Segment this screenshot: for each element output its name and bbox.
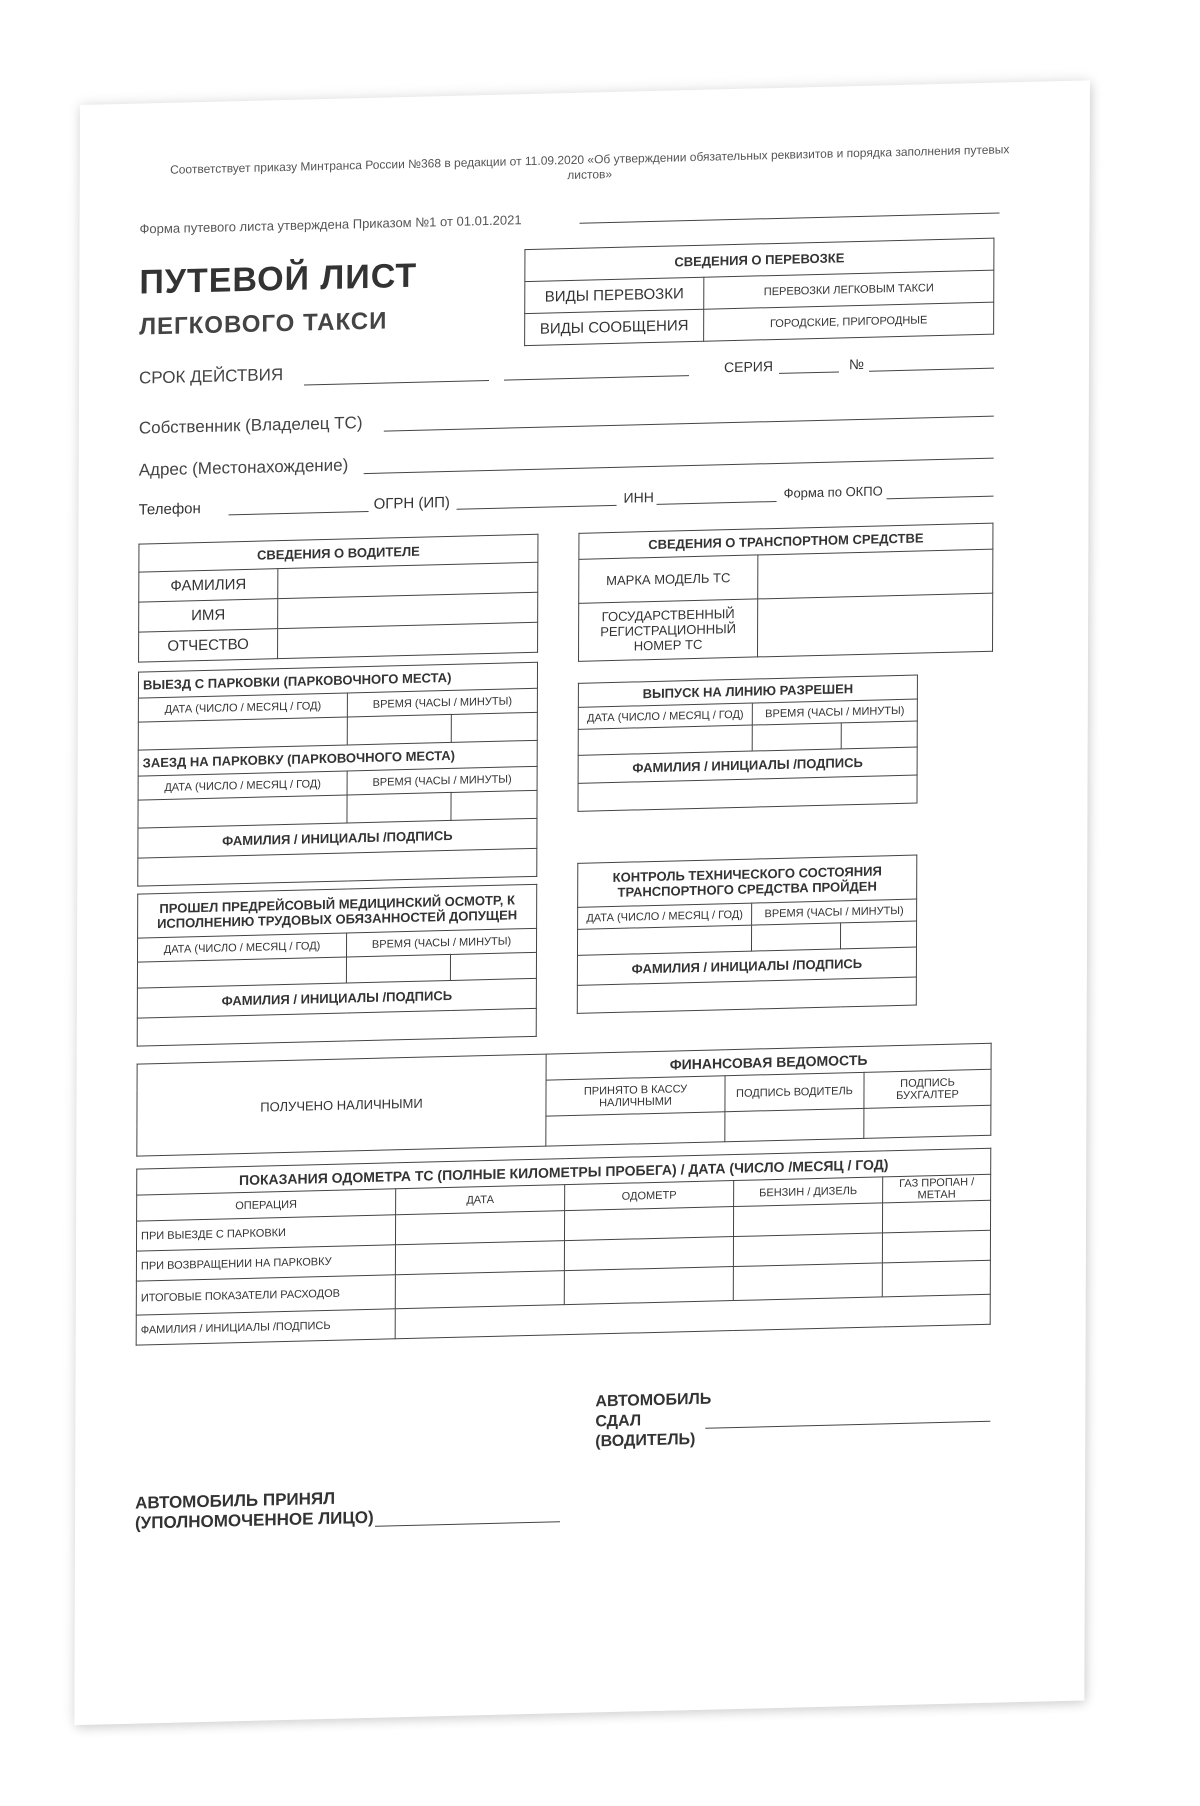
driver-surname-label: ФАМИЛИЯ (139, 569, 278, 602)
page-subtitle: ЛЕГКОВОГО ТАКСИ (139, 307, 388, 341)
transport-info-title: СВЕДЕНИЯ О ПЕРЕВОЗКЕ (525, 238, 994, 281)
finance-table (136, 1043, 991, 1157)
driver-title: СВЕДЕНИЯ О ВОДИТЕЛЕ (139, 534, 538, 572)
transport-type-value: ПЕРЕВОЗКИ ЛЕГКОВЫМ ТАКСИ (704, 270, 994, 309)
parking-entry-minutes-field[interactable] (451, 790, 537, 820)
received-label: АВТОМОБИЛЬ ПРИНЯЛ (УПОЛНОМОЧЕННОЕ ЛИЦО) (135, 1488, 374, 1533)
owner-field[interactable] (384, 416, 994, 432)
odometer-cell[interactable] (882, 1230, 990, 1263)
accountant-signature-label: ПОДПИСЬ БУХГАЛТЕР (864, 1069, 991, 1108)
ogrn-field[interactable] (457, 505, 617, 510)
validity-to-field[interactable] (504, 375, 689, 381)
number-label: № (848, 355, 865, 373)
odometer-cell[interactable] (564, 1267, 733, 1305)
odometer-cell[interactable] (733, 1263, 882, 1301)
ogrn-label: ОГРН (ИП) (373, 493, 450, 513)
form-approved-note: Форма путевого листа утверждена Приказом №1 от 01.01.2021 (139, 212, 522, 237)
driver-signature-field[interactable] (725, 1108, 864, 1141)
odometer-col-date: ДАТА (396, 1185, 565, 1215)
odometer-cell[interactable] (564, 1237, 733, 1271)
transport-type-label: ВИДЫ ПЕРЕВОЗКИ (525, 277, 704, 313)
odometer-cell[interactable] (733, 1203, 882, 1237)
address-label: Адрес (Местонахождение) (138, 455, 349, 480)
series-label: СЕРИЯ (723, 358, 774, 376)
phone-field[interactable] (229, 511, 369, 515)
odometer-row-totals: ИТОГОВЫЕ ПОКАЗАТЕЛИ РАСХОДОВ (136, 1275, 395, 1315)
odometer-cell[interactable] (882, 1260, 990, 1297)
validity-label: СРОК ДЕЙСТВИЯ (139, 365, 284, 388)
inn-label: ИНН (623, 488, 654, 506)
tech-control-title: КОНТРОЛЬ ТЕХНИЧЕСКОГО СОСТОЯНИЯ ТРАНСПОРТНОГО СРЕДСТВА ПРОЙДЕН (578, 855, 917, 907)
driver-patronymic-field[interactable] (278, 622, 538, 658)
odometer-table (136, 1148, 992, 1346)
vehicle-plate-field[interactable] (758, 593, 993, 657)
tech-control-signature-label: ФАМИЛИЯ / ИНИЦИАЛЫ /ПОДПИСЬ (577, 947, 916, 985)
tech-control-hours-field[interactable] (751, 923, 840, 951)
accountant-signature-field[interactable] (864, 1105, 991, 1138)
medical-date-label: ДАТА (ЧИСЛО / МЕСЯЦ / ГОД) (138, 933, 347, 962)
driver-signature-label: ПОДПИСЬ ВОДИТЕЛЬ (725, 1072, 864, 1111)
odometer-title: ПОКАЗАНИЯ ОДОМЕТРА ТС (ПОЛНЫЕ КИЛОМЕТРЫ ПРОБЕГА) / ДАТА (ЧИСЛО /МЕСЯЦ / ГОД) (137, 1148, 991, 1195)
form-approved-line[interactable] (580, 213, 1000, 224)
parking-signature-label: ФАМИЛИЯ / ИНИЦИАЛЫ /ПОДПИСЬ (138, 818, 537, 858)
medical-signature-label: ФАМИЛИЯ / ИНИЦИАЛЫ /ПОДПИСЬ (137, 978, 536, 1018)
transport-info-table (524, 238, 994, 346)
finance-title: ФИНАНСОВАЯ ВЕДОМОСТЬ (546, 1043, 991, 1080)
parking-exit-date-label: ДАТА (ЧИСЛО / МЕСЯЦ / ГОД) (138, 693, 347, 722)
cash-desk-field[interactable] (546, 1112, 725, 1146)
release-hours-field[interactable] (752, 723, 841, 751)
odometer-col-petrol: БЕНЗИН / ДИЗЕЛЬ (734, 1177, 883, 1207)
okpo-label: Форма по ОКПО (783, 483, 883, 501)
odometer-cell[interactable] (395, 1241, 564, 1275)
vehicle-table (578, 523, 993, 662)
tech-control-time-label: ВРЕМЯ (ЧАСЫ / МИНУТЫ) (752, 899, 917, 925)
handed-over-label: АВТОМОБИЛЬ СДАЛ (ВОДИТЕЛЬ) (595, 1390, 712, 1451)
odometer-col-gas: ГАЗ ПРОПАН / МЕТАН (883, 1174, 991, 1203)
connection-type-value: ГОРОДСКИЕ, ПРИГОРОДНЫЕ (704, 302, 994, 341)
received-field[interactable] (375, 1521, 560, 1527)
medical-title: ПРОШЕЛ ПРЕДРЕЙСОВЫЙ МЕДИЦИНСКИЙ ОСМОТР, К ИСПОЛНЕНИЮ ТРУДОВЫХ ОБЯЗАННОСТЕЙ ДОПУЩЕН (138, 884, 537, 938)
vehicle-make-field[interactable] (758, 549, 993, 599)
parking-table (137, 662, 538, 887)
series-field[interactable] (779, 371, 839, 373)
release-table (577, 675, 917, 812)
driver-patronymic-label: ОТЧЕСТВО (139, 629, 278, 662)
parking-exit-title: ВЫЕЗД С ПАРКОВКИ (ПАРКОВОЧНОГО МЕСТА) (138, 662, 537, 698)
tech-control-date-label: ДАТА (ЧИСЛО / МЕСЯЦ / ГОД) (578, 903, 752, 929)
odometer-cell[interactable] (395, 1271, 564, 1309)
handed-over-field[interactable] (705, 1421, 990, 1429)
odometer-cell[interactable] (395, 1211, 564, 1245)
parking-entry-date-label: ДАТА (ЧИСЛО / МЕСЯЦ / ГОД) (138, 771, 347, 800)
okpo-field[interactable] (887, 496, 994, 500)
order-note: Соответствует приказу Минтранса России №368 в редакции от 11.09.2020 «Об утверждении обязательных реквизитов и порядка заполнения путевых листов» (170, 142, 1010, 183)
tech-control-minutes-field[interactable] (840, 921, 916, 949)
odometer-row-return: ПРИ ВОЗВРАЩЕНИИ НА ПАРКОВКУ (136, 1245, 395, 1281)
release-minutes-field[interactable] (841, 721, 917, 749)
odometer-cell[interactable] (733, 1233, 882, 1267)
parking-entry-time-label: ВРЕМЯ (ЧАСЫ / МИНУТЫ) (347, 766, 537, 795)
odometer-col-operation: ОПЕРАЦИЯ (137, 1189, 396, 1221)
parking-exit-time-label: ВРЕМЯ (ЧАСЫ / МИНУТЫ) (347, 688, 537, 717)
page-title: ПУТЕВОЙ ЛИСТ (139, 256, 418, 302)
vehicle-plate-label: ГОСУДАРСТВЕННЫЙ РЕГИСТРАЦИОННЫЙ НОМЕР ТС (579, 599, 758, 661)
address-field[interactable] (364, 458, 994, 474)
odometer-col-odometer: ОДОМЕТР (565, 1181, 734, 1211)
release-time-label: ВРЕМЯ (ЧАСЫ / МИНУТЫ) (752, 699, 917, 725)
owner-label: Собственник (Владелец ТС) (138, 413, 363, 438)
parking-exit-hours-field[interactable] (347, 714, 451, 745)
tech-control-table (577, 855, 918, 1014)
parking-entry-hours-field[interactable] (347, 792, 451, 823)
medical-table (137, 884, 538, 1047)
validity-from-field[interactable] (304, 380, 489, 386)
vehicle-make-label: МАРКА МОДЕЛЬ ТС (579, 555, 758, 603)
parking-entry-title: ЗАЕЗД НА ПАРКОВКУ (ПАРКОВОЧНОГО МЕСТА) (138, 740, 537, 776)
release-title: ВЫПУСК НА ЛИНИЮ РАЗРЕШЕН (578, 675, 917, 707)
received-cash-label: ПОЛУЧЕНО НАЛИЧНЫМИ (137, 1054, 546, 1156)
release-date-label: ДАТА (ЧИСЛО / МЕСЯЦ / ГОД) (578, 703, 752, 729)
medical-minutes-field[interactable] (450, 952, 536, 980)
odometer-row-exit: ПРИ ВЫЕЗДЕ С ПАРКОВКИ (136, 1215, 395, 1251)
medical-hours-field[interactable] (346, 954, 450, 983)
medical-time-label: ВРЕМЯ (ЧАСЫ / МИНУТЫ) (347, 928, 537, 957)
phone-label: Телефон (138, 500, 201, 519)
inn-field[interactable] (657, 501, 777, 505)
release-signature-label: ФАМИЛИЯ / ИНИЦИАЛЫ /ПОДПИСЬ (578, 747, 917, 783)
driver-name-label: ИМЯ (139, 599, 278, 632)
document-sheet (74, 80, 1090, 1725)
odometer-row-signature: ФАМИЛИЯ / ИНИЦИАЛЫ /ПОДПИСЬ (136, 1309, 395, 1345)
odometer-cell[interactable] (882, 1200, 990, 1233)
vehicle-title: СВЕДЕНИЯ О ТРАНСПОРТНОМ СРЕДСТВЕ (579, 523, 993, 559)
cash-desk-label: ПРИНЯТО В КАССУ НАЛИЧНЫМИ (546, 1076, 725, 1116)
number-field[interactable] (869, 368, 994, 372)
driver-table (138, 534, 538, 663)
odometer-cell[interactable] (564, 1207, 733, 1241)
connection-type-label: ВИДЫ СООБЩЕНИЯ (525, 309, 704, 345)
parking-exit-minutes-field[interactable] (451, 712, 537, 742)
